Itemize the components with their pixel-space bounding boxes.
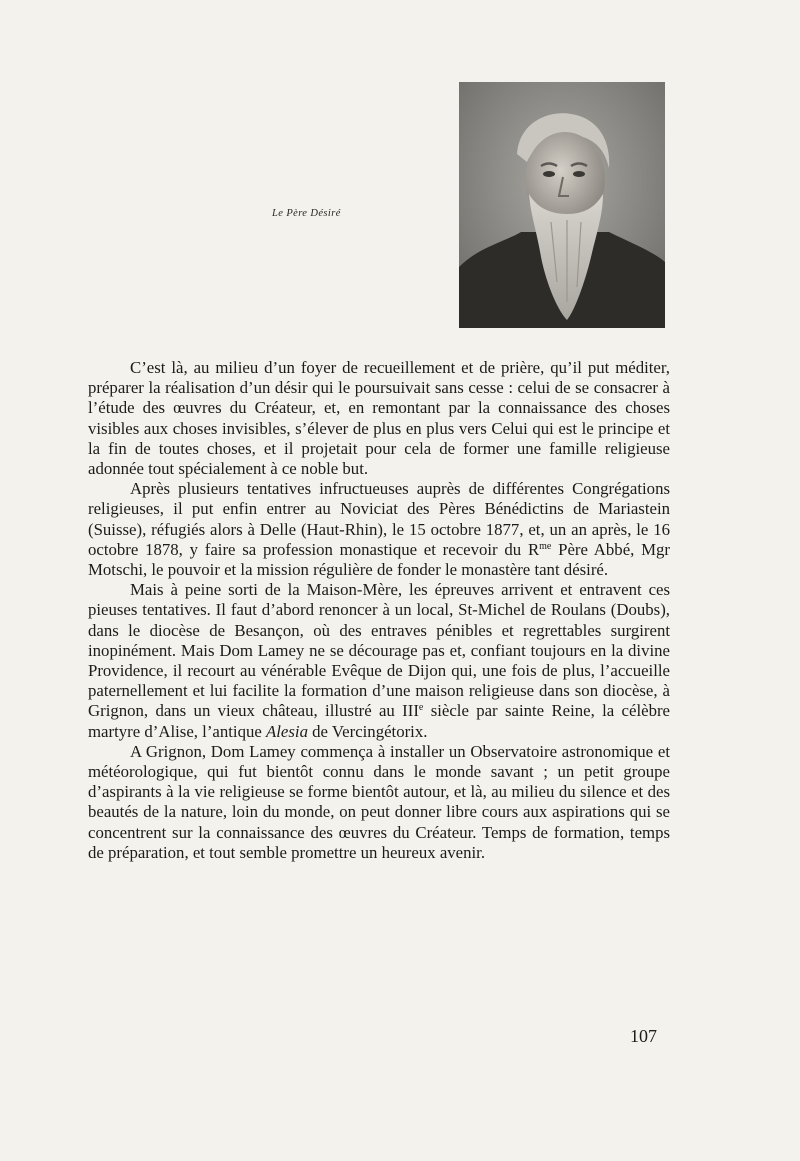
superscript-me: me xyxy=(539,540,552,552)
paragraph-3 xyxy=(88,580,670,742)
paragraph-3-text-a: Mais à peine sorti de la Maison-Mère, les épreuves arrivent et entravent ces pieuses tentatives. Il faut d’abord renoncer à un local, St-Michel de Roulans (Doubs), dans le diocèse de Besançon, où des entraves pénibles et regrettables surgirent inopinément. Mais Dom Lamey ne se décourage pas et, confiant toujours en la divine Providence, il recourt au vénérable Evêque de Dijon qui, une fois de plus, l’accueille paternellement et lui facilite la formation d’une maison religieuse dans son diocèse, à Grignon, dans un vieux château, illustré au III xyxy=(88,580,670,721)
portrait-photo xyxy=(459,82,665,328)
paragraph-4: A Grignon, Dom Lamey commença à installer un Observatoire astronomique et météorologique, qui fut bientôt connu dans le monde savant ; un petit groupe d’aspirants à la vie religieuse se forme bientôt autour, et là, au milieu du silence et des beautés de la nature, loin du monde, on peut donner libre cours aux aspirations qui se concentrent sur la connaissance des œuvres du Créateur. Temps de formation, temps de préparation, et tout semble promettre un heureux avenir. xyxy=(88,741,670,862)
portrait-image xyxy=(459,82,665,328)
paragraph-2 xyxy=(88,479,670,580)
photo-caption: Le Père Désiré xyxy=(272,208,341,219)
paragraph-3-text-c: de Vercingétorix. xyxy=(307,721,428,741)
paragraph-1: C’est là, au milieu d’un foyer de recueillement et de prière, qu’il put méditer, préparer la réalisation d’un désir qui le poursuivait sans cesse : celui de se consacrer à l’étude des œuvres du Créateur, et, en remontant par la connaissance des choses visibles aux choses invisibles, s’élever de plus en plus vers Celui qui est le principe et la fin de toutes choses, et il projetait pour cela de former une famille religieuse adonnée tout spécialement à ce noble but. xyxy=(88,358,670,479)
body-text xyxy=(88,358,670,863)
paragraph-2-text-a: Après plusieurs tentatives infructueuses auprès de différentes Congrégations religieuses, il put enfin entrer au Noviciat des Pères Bénédictins de Mariastein (Suisse), réfugiés alors à Delle (Haut-Rhin), le 15 octobre 1877, et, un an après, le 16 octobre 1878, y faire sa profession monastique et recevoir du R xyxy=(88,479,670,559)
superscript-e: e xyxy=(418,702,424,714)
paragraph-3-text-b: siècle par sainte Reine, la célèbre martyre d’Alise, l’antique xyxy=(88,701,670,741)
paragraph-2-text-b: Père Abbé, Mgr Motschi, le pouvoir et la mission régulière de fonder le monastère tant désiré. xyxy=(88,539,671,580)
italic-alesia: Alesia xyxy=(266,721,308,741)
page-number: 107 xyxy=(630,1026,657,1046)
